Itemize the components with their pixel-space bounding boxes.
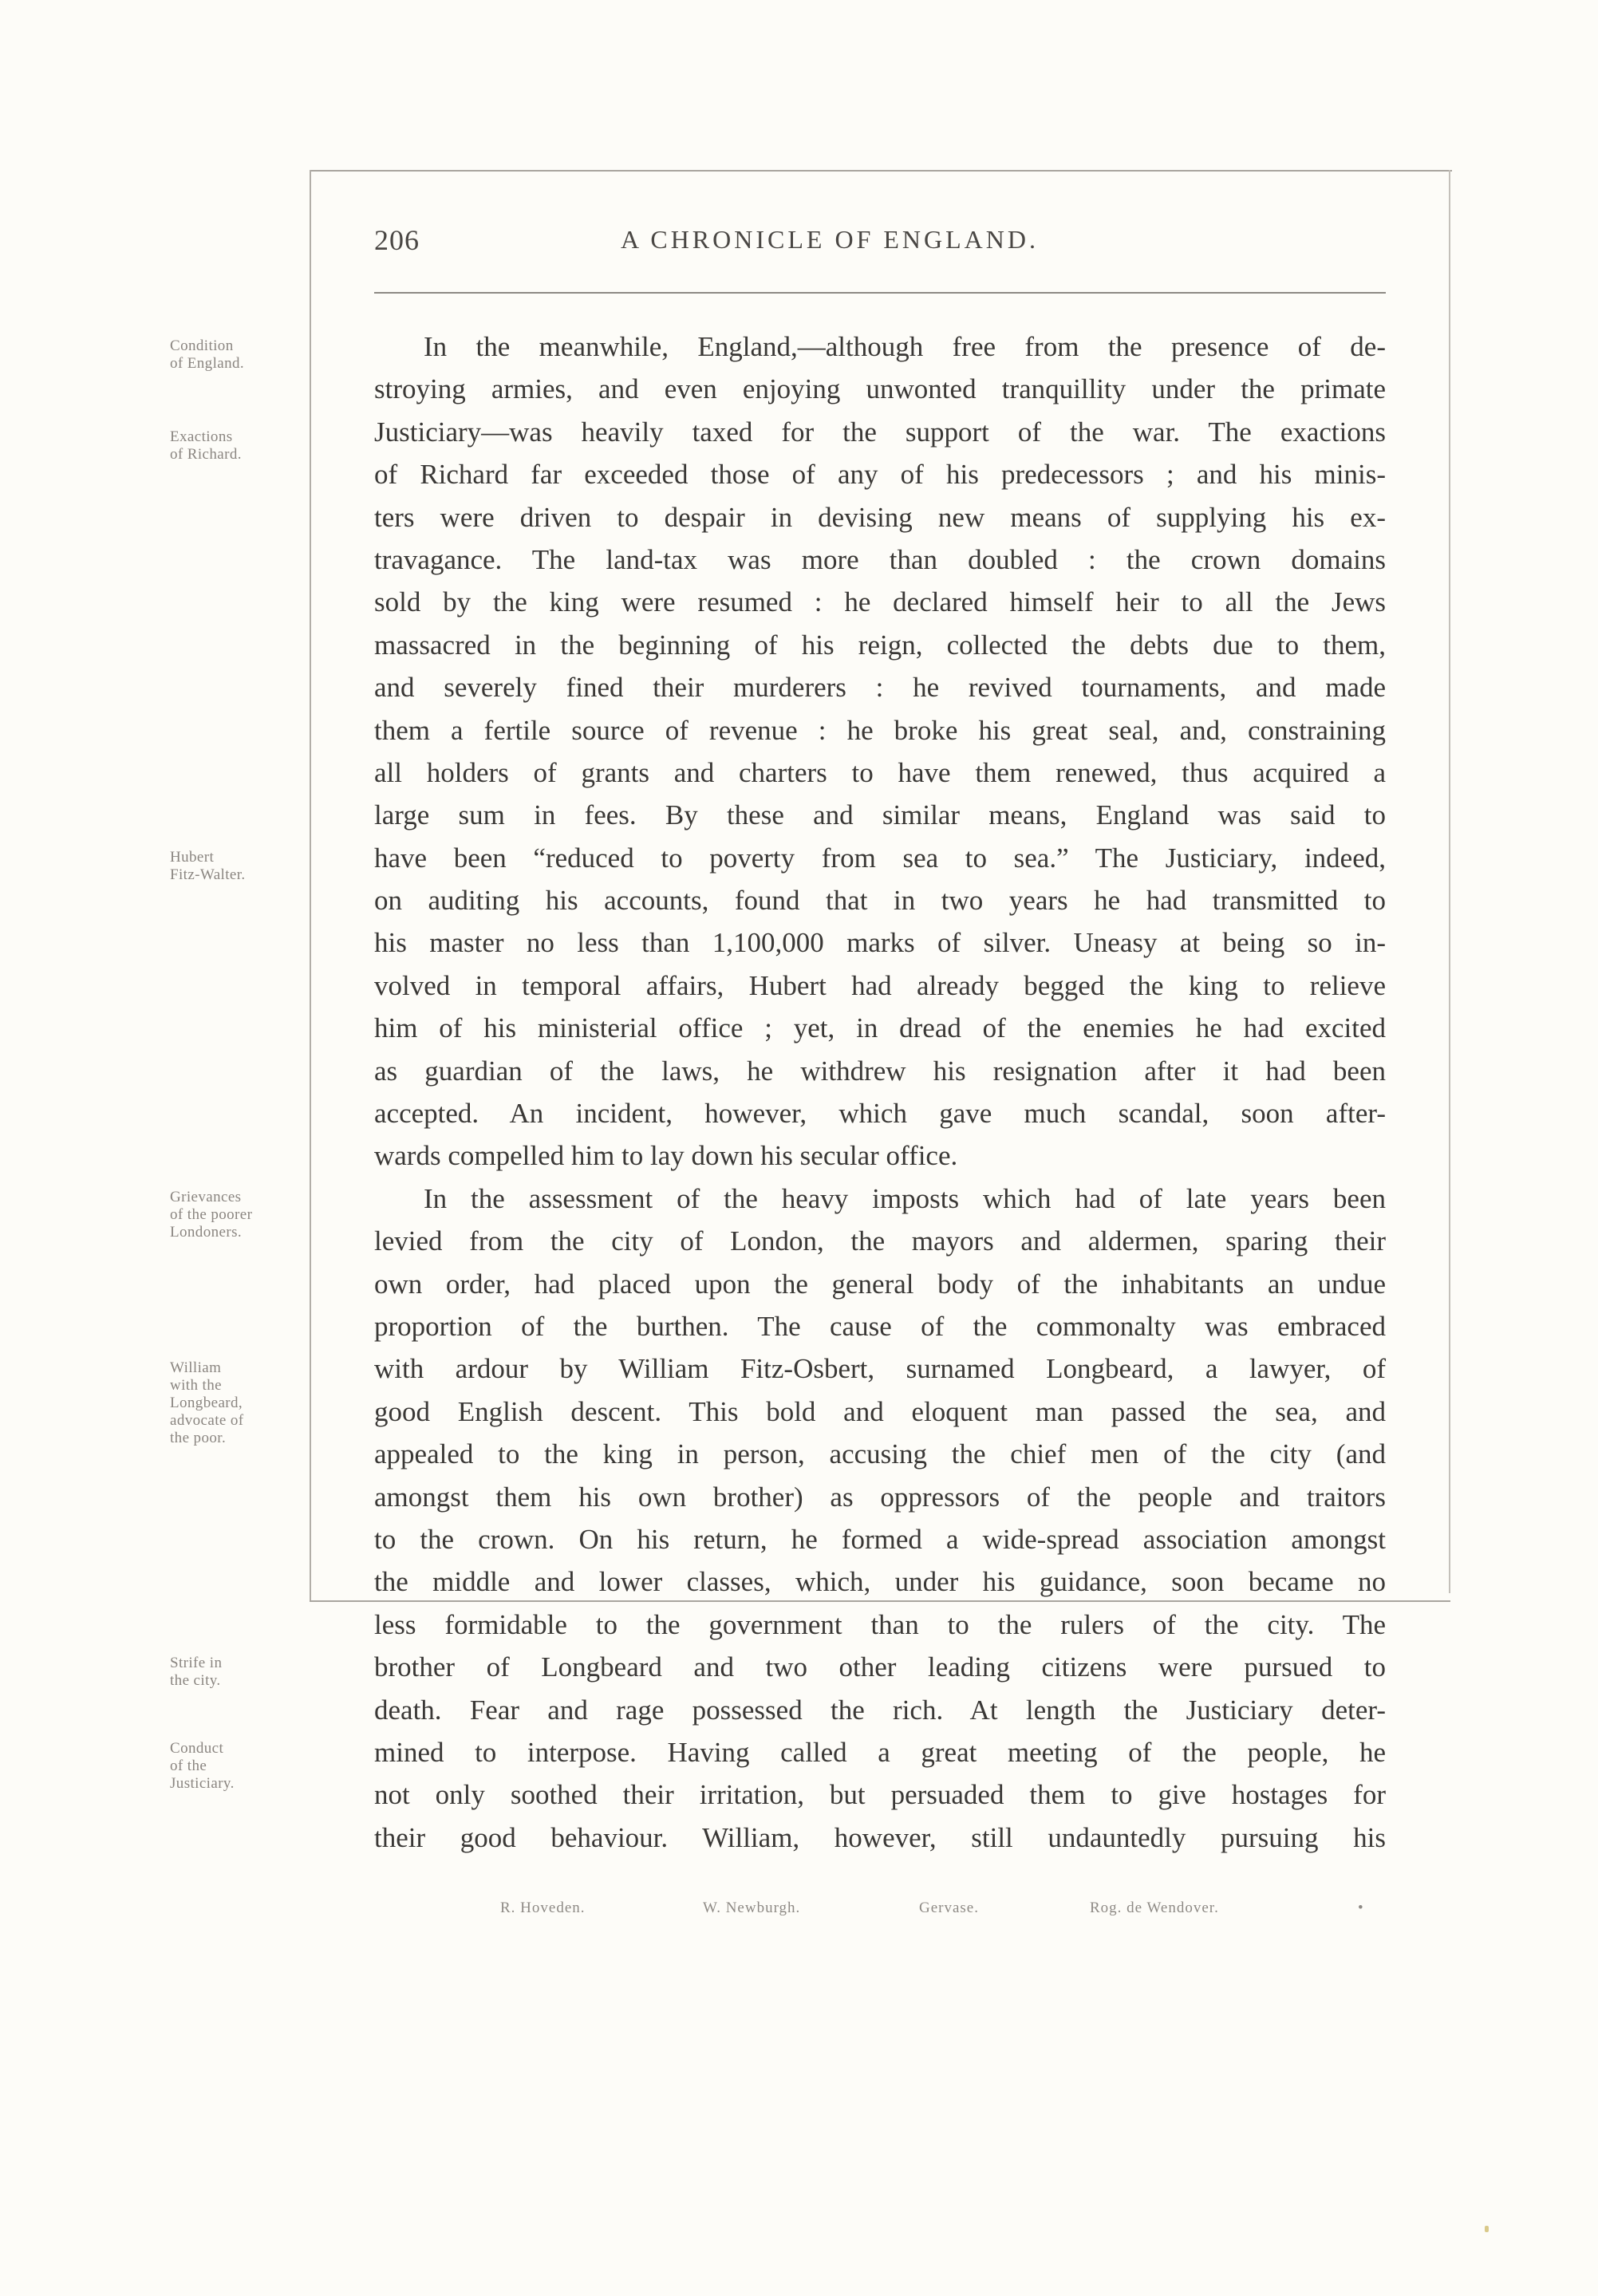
margin-note-line: Condition	[170, 337, 234, 354]
body-line: to the crown. On his return, he formed a wide-spread association amongst	[374, 1523, 1386, 1555]
body-line: travagance. The land-tax was more than doubled : the crown domains	[374, 543, 1386, 575]
margin-note-hubert-fitz-walter	[170, 849, 246, 884]
body-line: death. Fear and rage possessed the rich. At length the Justiciary deter-	[374, 1694, 1386, 1726]
body-line: In the assessment of the heavy imposts which had of late years been	[424, 1182, 1386, 1214]
body-text	[374, 325, 1386, 1859]
source-reference: W. Newburgh.	[703, 1900, 801, 1916]
margin-note-line: Strife in	[170, 1655, 223, 1671]
body-line: have been “reduced to poverty from sea to sea.” The Justiciary, indeed,	[374, 842, 1386, 874]
source-reference: R. Hoveden.	[500, 1900, 586, 1916]
body-line: proportion of the burthen. The cause of the commonalty was embraced	[374, 1310, 1386, 1342]
body-line: brother of Longbeard and two other leading citizens were pursued to	[374, 1651, 1386, 1683]
body-line: In the meanwhile, England,—although free from the presence of de-	[424, 331, 1386, 362]
margin-note-line: Grievances	[170, 1189, 242, 1205]
body-line: on auditing his accounts, found that in two years he had transmitted to	[374, 885, 1386, 917]
margin-note-conduct-of-justiciary	[170, 1740, 235, 1793]
margin-note-exactions-of-richard	[170, 428, 242, 464]
margin-note-condition-of-england	[170, 337, 244, 373]
page-frame-right-rule	[1449, 170, 1450, 1593]
margin-note-line: Conduct	[170, 1740, 224, 1757]
body-line: massacred in the beginning of his reign, collected the debts due to them,	[374, 629, 1386, 661]
body-line: sold by the king were resumed : he declared himself heir to all the Jews	[374, 586, 1386, 618]
body-line: good English descent. This bold and eloquent man passed the sea, and	[374, 1395, 1386, 1427]
page-frame-top-rule	[310, 170, 1452, 172]
margin-note-william-longbeard	[170, 1359, 244, 1447]
body-line: volved in temporal affairs, Hubert had already begged the king to relieve	[374, 969, 1386, 1001]
margin-note-line: advocate of	[170, 1412, 244, 1429]
margin-note-grievances-of-londoners	[170, 1189, 252, 1241]
margin-note-line: Justiciary.	[170, 1775, 235, 1792]
body-line: not only soothed their irritation, but persuaded them to give hostages for	[374, 1779, 1386, 1811]
margin-note-line: of the	[170, 1758, 207, 1774]
margin-note-line: Londoners.	[170, 1224, 243, 1241]
body-line: own order, had placed upon the general body of the inhabitants an undue	[374, 1268, 1386, 1300]
source-reference: Gervase.	[919, 1900, 979, 1916]
body-line: as guardian of the laws, he withdrew his resignation after it had been	[374, 1055, 1386, 1087]
margin-note-line: of the poorer	[170, 1206, 253, 1223]
body-line: wards compelled him to lay down his secular office.	[374, 1140, 958, 1172]
body-line: their good behaviour. William, however, still undauntedly pursuing his	[374, 1821, 1386, 1853]
margin-note-line: Longbeard,	[170, 1395, 243, 1411]
body-line: Justiciary—was heavily taxed for the support of the war. The exactions	[374, 416, 1386, 448]
page-number: 206	[374, 224, 420, 256]
body-line: all holders of grants and charters to have them renewed, thus acquired a	[374, 756, 1386, 788]
margin-note-line: Exactions	[170, 428, 233, 445]
margin-note-line: William	[170, 1359, 222, 1376]
body-line: levied from the city of London, the mayors and aldermen, sparing their	[374, 1225, 1386, 1257]
body-line: mined to interpose. Having called a great meeting of the people, he	[374, 1736, 1386, 1768]
body-line: accepted. An incident, however, which gave much scandal, soon after-	[374, 1098, 1386, 1130]
running-title: A CHRONICLE OF ENGLAND.	[621, 225, 1039, 254]
margin-note-line: of England.	[170, 355, 245, 372]
margin-note-line: of Richard.	[170, 446, 242, 463]
body-line: the middle and lower classes, which, under his guidance, soon became no	[374, 1566, 1386, 1598]
body-line: his master no less than 1,100,000 marks of silver. Uneasy at being so in-	[374, 927, 1386, 959]
body-line: appealed to the king in person, accusing the chief men of the city (and	[374, 1438, 1386, 1470]
margin-note-line: the poor.	[170, 1430, 227, 1446]
body-line: stroying armies, and even enjoying unwonted tranquillity under the primate	[374, 373, 1386, 405]
margin-note-line: the city.	[170, 1672, 221, 1689]
body-line: of Richard far exceeded those of any of his predecessors ; and his minis-	[374, 459, 1386, 491]
page-frame-left-rule	[310, 170, 311, 1600]
paper-speck	[1485, 2226, 1489, 2232]
margin-note-strife-in-the-city	[170, 1655, 222, 1690]
margin-note-line: Fitz-Walter.	[170, 866, 246, 883]
body-line: with ardour by William Fitz-Osbert, surnamed Longbeard, a lawyer, of	[374, 1353, 1386, 1385]
body-line: him of his ministerial office ; yet, in dread of the enemies he had excited	[374, 1012, 1386, 1044]
body-line: and severely fined their murderers : he revived tournaments, and made	[374, 672, 1386, 704]
source-reference-mark: •	[1358, 1900, 1364, 1916]
body-line: large sum in fees. By these and similar means, England was said to	[374, 799, 1386, 831]
header-rule	[374, 292, 1386, 294]
source-reference: Rog. de Wendover.	[1090, 1900, 1219, 1916]
body-line: ters were driven to despair in devising new means of supplying his ex-	[374, 501, 1386, 533]
body-line: amongst them his own brother) as oppressors of the people and traitors	[374, 1481, 1386, 1513]
body-line: them a fertile source of revenue : he broke his great seal, and, constraining	[374, 714, 1386, 746]
body-line: less formidable to the government than to the rulers of the city. The	[374, 1608, 1386, 1640]
margin-note-line: with the	[170, 1377, 222, 1394]
margin-note-line: Hubert	[170, 849, 215, 866]
